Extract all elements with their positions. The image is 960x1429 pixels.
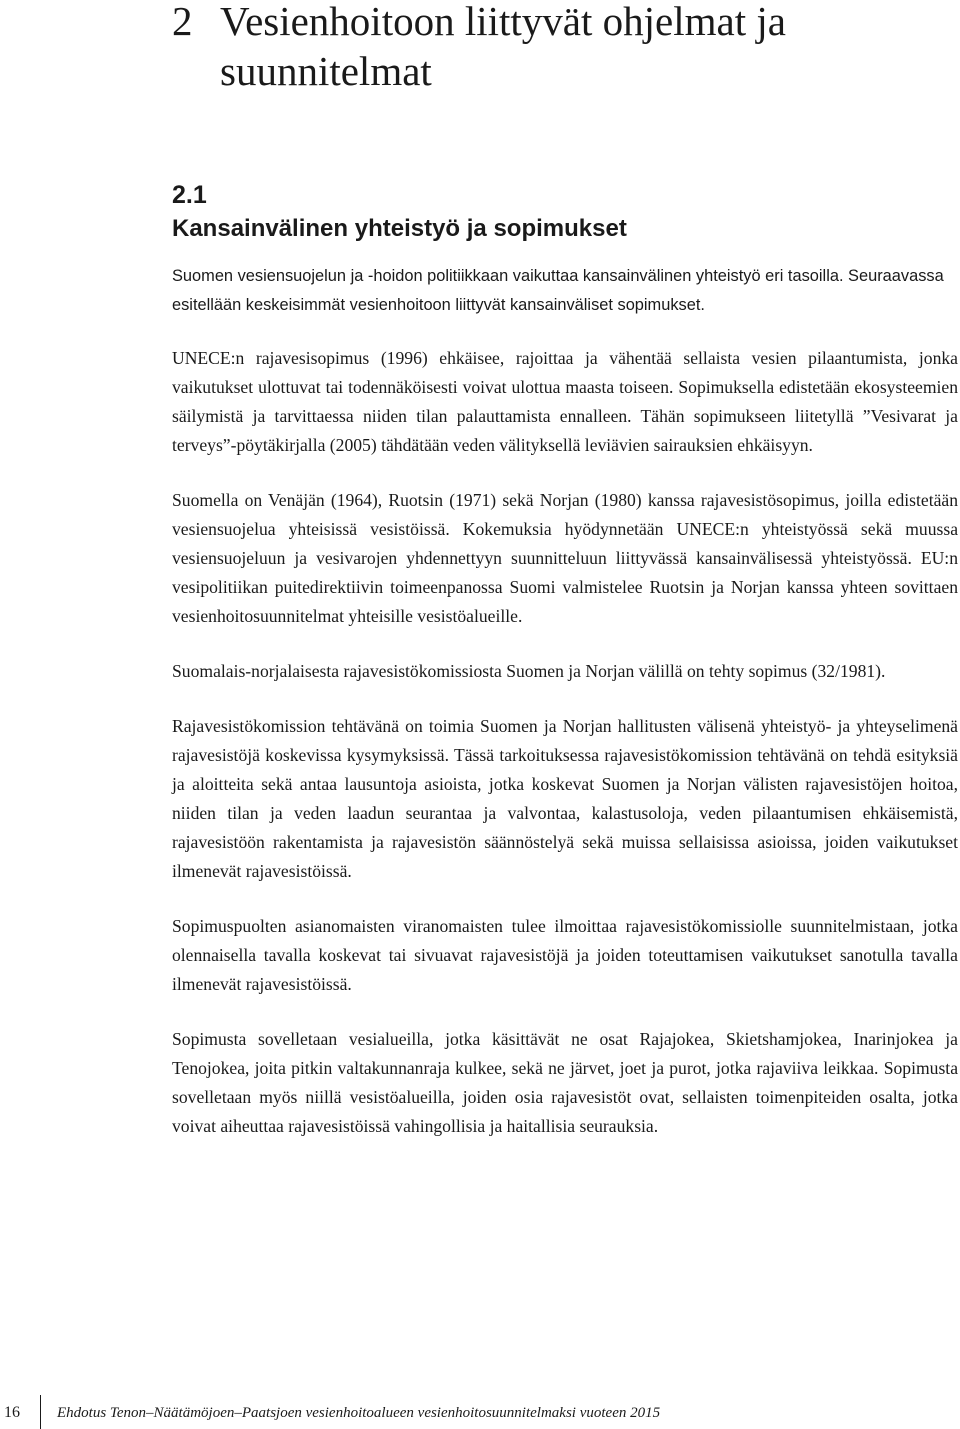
chapter-title-text: Vesienhoitoon liittyvät ohjelmat ja suunnitelmat bbox=[220, 0, 786, 94]
running-title: Ehdotus Tenon–Näätämöjoen–Paatsjoen vesienhoitoalueen vesienhoitosuunnitelmaksi vuoteen 2015 bbox=[57, 1405, 661, 1421]
paragraph-intro: Suomen vesiensuojelun ja -hoidon politiikkaan vaikuttaa kansainvälinen yhteistyö eri tasoilla. Seuraavassa esitellään keskeisimmät vesienhoitoon liittyvät kansainväliset sopimukset. bbox=[172, 267, 944, 314]
chapter-number: 2 bbox=[172, 0, 193, 44]
paragraph-commission-agreement: Suomalais-norjalaisesta rajavesistökomissiosta Suomen ja Norjan välillä on tehty sopimus (32/1981). bbox=[172, 661, 886, 681]
section-heading bbox=[172, 178, 952, 246]
page-footer bbox=[0, 1401, 960, 1425]
paragraph-scope: Sopimusta sovelletaan vesialueilla, jotka käsittävät ne osat Rajajokea, Skietshamjokea, Inarinjokea ja Tenojokea, joita pitkin valtakunnanraja kulkee, sekä ne järvet, joet ja purot, jotka rajaviiva leikkaa. Sopimusta sovelletaan myös niillä vesistöalueilla, joiden osia rajavesistöt ovat, sellaisten toimenpiteiden osalta, jotka voivat aiheuttaa rajavesistöissä vahingollisia ja haitallisia seurauksia. bbox=[172, 1029, 958, 1136]
paragraph-unece: UNECE:n rajavesisopimus (1996) ehkäisee, rajoittaa ja vähentää sellaista vesien pilaantumista, jonka vaikutukset ulottuvat tai todennäköisesti voivat ulottua maasta toiseen. Sopimuksella edistetään ekosysteemien säilymistä ja tarvittaessa niiden tilan palauttamista ennalleen. Tähän sopimukseen liitetyllä ”Vesivarat ja terveys”-pöytäkirjalla (2005) tähdätään veden välityksellä leviävien sairauksien ehkäisyyn. bbox=[172, 348, 958, 455]
section-title: Kansainvälinen yhteistyö ja sopimukset bbox=[172, 215, 627, 242]
page-number: 16 bbox=[4, 1404, 20, 1421]
section-number: 2.1 bbox=[172, 181, 207, 209]
paragraph-authority-notice: Sopimuspuolten asianomaisten viranomaisten tulee ilmoittaa rajavesistökomissiolle suunnitelmistaan, jotka olennaisella tavalla koskevat tai sivuavat rajavesistöjä ja joiden toteuttamisen vaikutukset sanotulla tavalla ilmenevät rajavesistöissä. bbox=[172, 916, 958, 994]
paragraph-border-agreements: Suomella on Venäjän (1964), Ruotsin (1971) sekä Norjan (1980) kanssa rajavesistösopimus, joilla edistetään vesiensuojelua yhteisissä vesistöissä. Kokemuksia hyödynnetään UNECE:n yhteistyössä sekä muussa vesiensuojeluun ja vesivarojen yhdennettyyn suunnitteluun liittyvässä kansainvälisessä yhteistyössä. EU:n vesipolitiikan puitedirektiivin toimeenpanossa Suomi valmistelee Ruotsin ja Norjan kanssa yhteen sovittaen vesienhoitosuunnitelmat yhteisille vesistöalueille. bbox=[172, 490, 958, 626]
footer-divider bbox=[40, 1395, 41, 1429]
paragraph-commission-tasks: Rajavesistökomission tehtävänä on toimia Suomen ja Norjan hallitusten välisenä yhteistyö- ja yhteyselimenä rajavesistöjä koskevissa kysymyksissä. Tässä tarkoituksessa rajavesistökomission tehtävänä on tehdä esityksiä ja aloitteita sekä antaa lausuntoja asioista, jotka koskevat Suomen ja Norjan välisten rajavesistöjen hoitoa, niiden tilan ja veden laadun seurantaa ja valvontaa, kalastusoloja, veden pilaantumisen ehkäisemistä, rajavesistöön rakentamista ja rajavesistön säännöstelyä sekä muissa sellaisissa asioissa, joiden vaikutukset ilmenevät rajavesistöissä. bbox=[172, 716, 958, 881]
body-text bbox=[172, 262, 958, 1167]
chapter-title bbox=[172, 0, 952, 96]
